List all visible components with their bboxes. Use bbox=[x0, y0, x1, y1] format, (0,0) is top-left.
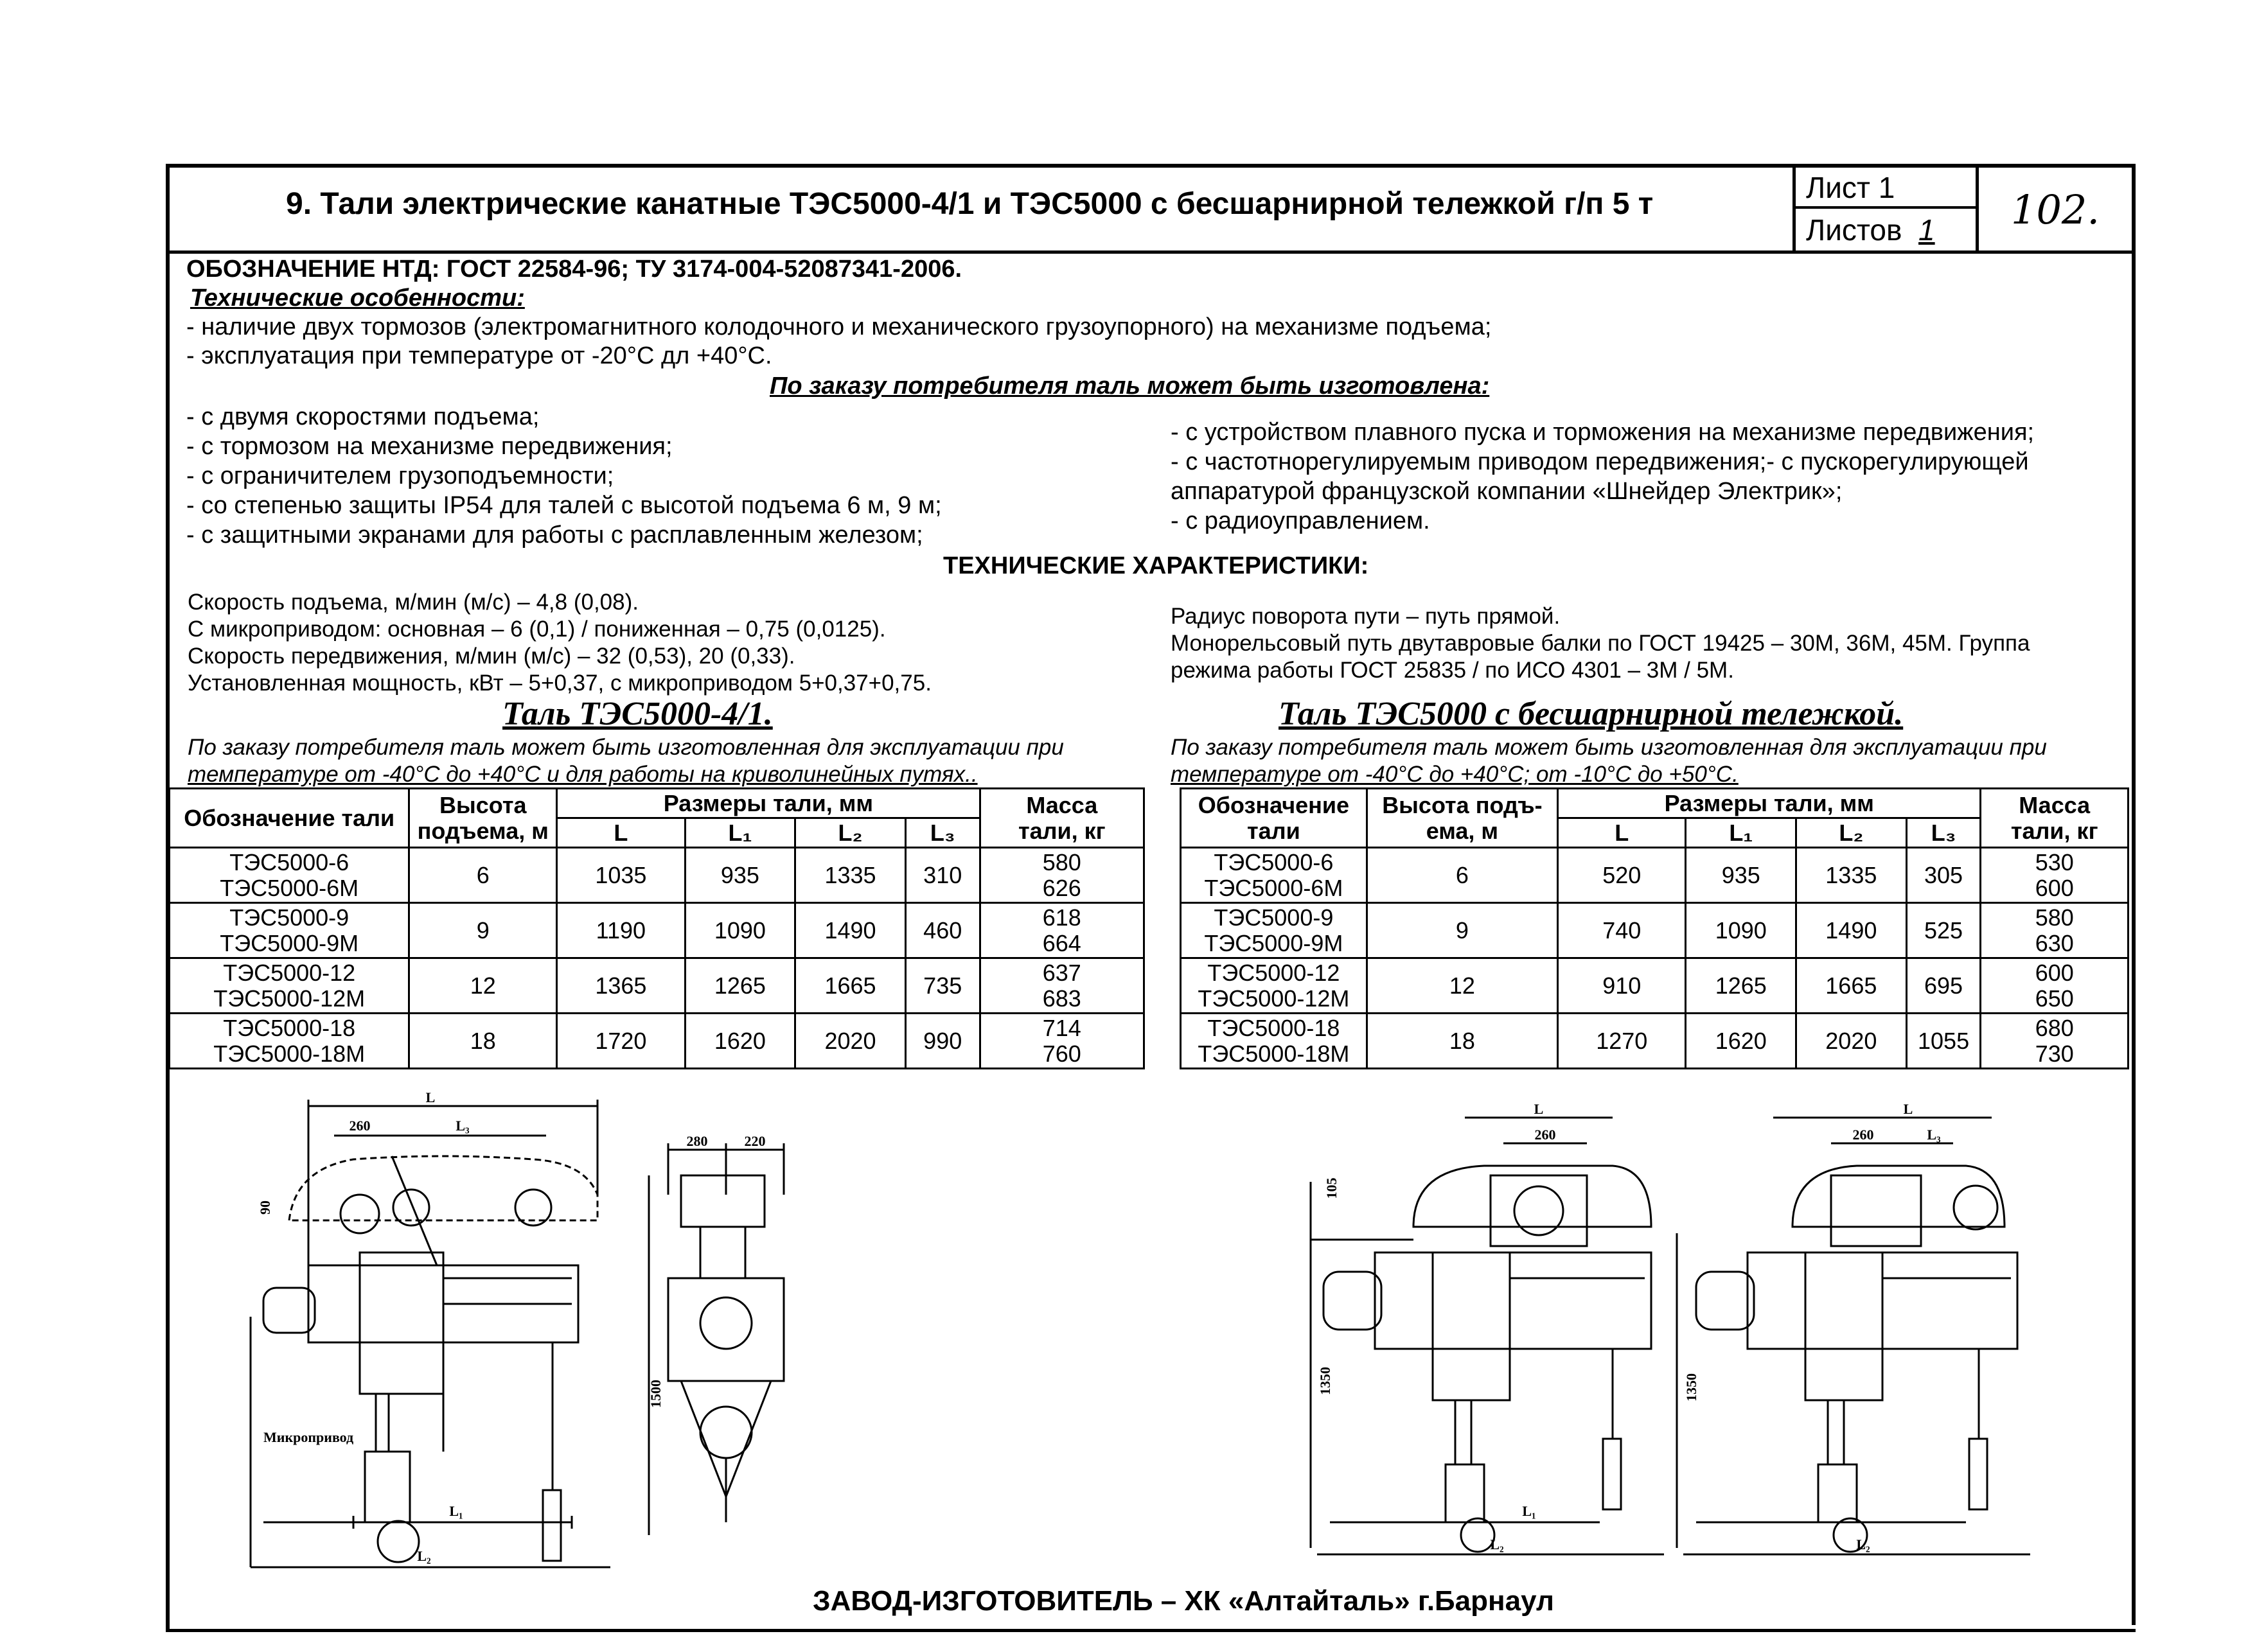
cell-L: 1270 bbox=[1558, 1014, 1686, 1069]
option-right-2: - с частотнорегулируемым приводом передвижения;- с пускорегулирующей bbox=[1171, 448, 2029, 475]
sheets-label: Листов bbox=[1806, 213, 1902, 247]
right-table-title: Таль ТЭС5000 с бесшарнирной тележкой. bbox=[1279, 696, 1904, 732]
th-L: L bbox=[1558, 818, 1686, 848]
th-height-line1: Высота подъ- bbox=[1382, 791, 1543, 818]
cell-mass: 637 683 bbox=[980, 958, 1144, 1014]
table-row bbox=[170, 848, 1144, 903]
dim-L2: L₂ bbox=[417, 1548, 431, 1564]
th-height-line2: ема, м bbox=[1426, 817, 1499, 844]
option-left-2: - с тормозом на механизме передвижения; bbox=[186, 433, 673, 460]
manufacturer-footer: ЗАВОД-ИЗГОТОВИТЕЛЬ – ХК «Алтайталь» г.Барнаул bbox=[813, 1585, 1554, 1617]
th-dims: Размеры тали, мм bbox=[557, 789, 980, 818]
th-L1: L₁ bbox=[1686, 818, 1796, 848]
table-row bbox=[170, 1014, 1144, 1069]
dim-L: L bbox=[425, 1089, 436, 1105]
left-note-1: По заказу потребителя таль может быть изготовленная для эксплуатации при bbox=[188, 735, 1064, 760]
cell-height: 6 bbox=[1367, 848, 1557, 903]
dim-L1: L₁ bbox=[1522, 1503, 1536, 1519]
cell-L1: 1620 bbox=[1686, 1014, 1796, 1069]
cell-L1: 1090 bbox=[685, 903, 795, 958]
cell-height: 6 bbox=[409, 848, 557, 903]
cell-height: 9 bbox=[1367, 903, 1557, 958]
title-separator bbox=[166, 250, 2136, 254]
cell-L2: 1665 bbox=[795, 958, 906, 1014]
cell-L: 1190 bbox=[557, 903, 685, 958]
left-table-title: Таль ТЭС5000-4/1. bbox=[502, 696, 773, 732]
th-mass-line2: тали, кг bbox=[2010, 817, 2098, 844]
cell-height: 12 bbox=[409, 958, 557, 1014]
cell-mass: 600 650 bbox=[1981, 958, 2129, 1014]
cell-mass: 580 626 bbox=[980, 848, 1144, 903]
cell-height: 12 bbox=[1367, 958, 1557, 1014]
hoist-front-drawing bbox=[251, 1089, 623, 1580]
dim-105: 105 bbox=[1323, 1177, 1340, 1199]
cell-L3: 305 bbox=[1906, 848, 1981, 903]
cell-L: 910 bbox=[1558, 958, 1686, 1014]
table-row bbox=[1181, 903, 2129, 958]
th-L3: L₃ bbox=[905, 818, 980, 848]
table-row bbox=[1181, 1014, 2129, 1069]
dim-L2: L₂ bbox=[1856, 1536, 1870, 1552]
tech-left-2: С микроприводом: основная – 6 (0,1) / пониженная – 0,75 (0,0125). bbox=[188, 617, 886, 642]
cell-L2: 1490 bbox=[1796, 903, 1907, 958]
cell-L1: 935 bbox=[685, 848, 795, 903]
dim-1350: 1350 bbox=[1683, 1373, 1699, 1402]
dim-L2: L₂ bbox=[1490, 1536, 1504, 1552]
page-frame-right bbox=[2132, 164, 2136, 1625]
order-title: По заказу потребителя таль может быть изготовлена: bbox=[770, 373, 1490, 400]
cell-L: 1365 bbox=[557, 958, 685, 1014]
cell-L3: 460 bbox=[905, 903, 980, 958]
dim-1500: 1500 bbox=[648, 1380, 664, 1408]
dim-90: 90 bbox=[257, 1200, 273, 1215]
tech-right-2: Монорельсовый путь двутавровые балки по ГОСТ 19425 – 30М, 36М, 45М. Группа bbox=[1171, 631, 2030, 656]
table-row bbox=[1181, 848, 2129, 903]
ntd-line: ОБОЗНАЧЕНИЕ НТД: ГОСТ 22584-96; ТУ 3174-004-52087341-2006. bbox=[186, 256, 962, 283]
tech-title: ТЕХНИЧЕСКИЕ ХАРАКТЕРИСТИКИ: bbox=[943, 552, 1369, 579]
th-mass-line1: Масса bbox=[1026, 791, 1098, 818]
cell-L1: 1265 bbox=[685, 958, 795, 1014]
dim-L1: L₁ bbox=[449, 1503, 463, 1519]
cell-designation: ТЭС5000-9 ТЭС5000-9М bbox=[1181, 903, 1367, 958]
features-title: Технические особенности: bbox=[190, 285, 525, 312]
left-spec-table bbox=[168, 787, 1145, 1069]
option-left-3: - с ограничителем грузоподъемности; bbox=[186, 462, 614, 489]
tech-left-4: Установленная мощность, кВт – 5+0,37, с микроприводом 5+0,37+0,75. bbox=[188, 671, 932, 696]
cell-L3: 310 bbox=[905, 848, 980, 903]
th-L: L bbox=[557, 818, 685, 848]
cell-mass: 618 664 bbox=[980, 903, 1144, 958]
cell-mass: 530 600 bbox=[1981, 848, 2129, 903]
th-mass bbox=[1981, 789, 2129, 848]
cell-L3: 990 bbox=[905, 1014, 980, 1069]
right-spec-table bbox=[1180, 787, 2129, 1069]
trolley-hoist-drawing-1 bbox=[1317, 1101, 1677, 1567]
th-L2: L₂ bbox=[795, 818, 906, 848]
th-designation-line2: тали bbox=[1247, 817, 1300, 844]
th-designation: Обозначение тали bbox=[170, 789, 409, 848]
cell-mass: 714 760 bbox=[980, 1014, 1144, 1069]
cell-L1: 1620 bbox=[685, 1014, 795, 1069]
th-mass-line1: Масса bbox=[2019, 791, 2091, 818]
cell-L1: 935 bbox=[1686, 848, 1796, 903]
cell-L3: 525 bbox=[1906, 903, 1981, 958]
tech-right-3: режима работы ГОСТ 25835 / по ИСО 4301 – 3М / 5М. bbox=[1171, 658, 1734, 683]
sheet-row bbox=[1806, 170, 1895, 205]
right-note-2: температуре от -40°С до +40°С; от -10°С до +50°С. bbox=[1171, 762, 1739, 787]
th-height bbox=[409, 789, 557, 848]
cell-L3: 735 bbox=[905, 958, 980, 1014]
sheet-value: 1 bbox=[1878, 171, 1895, 204]
cell-designation: ТЭС5000-12 ТЭС5000-12М bbox=[1181, 958, 1367, 1014]
cell-designation: ТЭС5000-18 ТЭС5000-18М bbox=[1181, 1014, 1367, 1069]
feature-1: - наличие двух тормозов (электромагнитного колодочного и механического грузоупорного) на механизме подъема; bbox=[186, 313, 1492, 340]
micro-label: Микропривод bbox=[263, 1429, 354, 1445]
cell-height: 18 bbox=[1367, 1014, 1557, 1069]
dim-260: 260 bbox=[349, 1118, 371, 1134]
cell-L2: 1665 bbox=[1796, 958, 1907, 1014]
th-mass-line2: тали, кг bbox=[1018, 817, 1106, 844]
table-row bbox=[170, 903, 1144, 958]
th-mass bbox=[980, 789, 1144, 848]
page-number: 102. bbox=[2011, 186, 2100, 233]
th-height bbox=[1367, 789, 1557, 848]
cell-L: 1035 bbox=[557, 848, 685, 903]
option-left-4: - со степенью защиты IP54 для талей с высотой подъема 6 м, 9 м; bbox=[186, 492, 942, 519]
dim-260: 260 bbox=[1852, 1127, 1874, 1143]
dim-L: L bbox=[1534, 1101, 1544, 1117]
dim-L3: L₃ bbox=[456, 1118, 470, 1134]
dim-1350: 1350 bbox=[1317, 1367, 1333, 1395]
option-right-3: аппаратурой французской компании «Шнейдер Электрик»; bbox=[1171, 478, 1843, 505]
tech-left-1: Скорость подъема, м/мин (м/с) – 4,8 (0,08). bbox=[188, 590, 639, 615]
cell-designation: ТЭС5000-6 ТЭС5000-6М bbox=[1181, 848, 1367, 903]
option-right-4: - с радиоуправлением. bbox=[1171, 507, 1430, 534]
cell-designation: ТЭС5000-12 ТЭС5000-12М bbox=[170, 958, 409, 1014]
option-left-5: - с защитными экранами для работы с расплавленным железом; bbox=[186, 522, 923, 549]
cell-L2: 1335 bbox=[1796, 848, 1907, 903]
cell-height: 18 bbox=[409, 1014, 557, 1069]
dim-260: 260 bbox=[1534, 1127, 1556, 1143]
tech-left-3: Скорость передвижения, м/мин (м/с) – 32 (0,53), 20 (0,33). bbox=[188, 644, 795, 669]
page-title: 9. Тали электрические канатные ТЭС5000-4/1 и ТЭС5000 с бесшарнирной тележкой г/п 5 т bbox=[286, 187, 1654, 221]
sheet-label: Лист bbox=[1806, 171, 1870, 204]
th-height-line1: Высота bbox=[439, 791, 527, 818]
th-dims: Размеры тали, мм bbox=[1558, 789, 1981, 818]
dim-L: L bbox=[1903, 1101, 1913, 1117]
feature-2: - эксплуатация при температуре от -20°С дл +40°С. bbox=[186, 342, 772, 369]
cell-L3: 695 bbox=[1906, 958, 1981, 1014]
cell-L: 740 bbox=[1558, 903, 1686, 958]
cell-height: 9 bbox=[409, 903, 557, 958]
table-row bbox=[1181, 958, 2129, 1014]
cell-mass: 580 630 bbox=[1981, 903, 2129, 958]
th-designation-line1: Обозначение bbox=[1198, 791, 1350, 818]
cell-L2: 2020 bbox=[795, 1014, 906, 1069]
cell-mass: 680 730 bbox=[1981, 1014, 2129, 1069]
dim-220: 220 bbox=[744, 1133, 766, 1149]
cell-L2: 1490 bbox=[795, 903, 906, 958]
option-left-1: - с двумя скоростями подъема; bbox=[186, 403, 540, 430]
th-height-line2: подъема, м bbox=[417, 817, 549, 844]
table-row bbox=[170, 958, 1144, 1014]
tech-right-1: Радиус поворота пути – путь прямой. bbox=[1171, 604, 1561, 629]
cell-L3: 1055 bbox=[1906, 1014, 1981, 1069]
hoist-side-drawing bbox=[648, 1133, 810, 1548]
th-L1: L₁ bbox=[685, 818, 795, 848]
th-designation bbox=[1181, 789, 1367, 848]
cell-designation: ТЭС5000-9 ТЭС5000-9М bbox=[170, 903, 409, 958]
left-note-2: температуре от -40°С до +40°С и для работы на криволинейных путях.. bbox=[188, 762, 978, 787]
sheet-box bbox=[1792, 164, 1979, 250]
cell-designation: ТЭС5000-18 ТЭС5000-18М bbox=[170, 1014, 409, 1069]
cell-designation: ТЭС5000-6 ТЭС5000-6М bbox=[170, 848, 409, 903]
cell-L1: 1090 bbox=[1686, 903, 1796, 958]
sheet-box-divider bbox=[1796, 206, 1976, 209]
th-L2: L₂ bbox=[1796, 818, 1907, 848]
th-L3: L₃ bbox=[1906, 818, 1981, 848]
cell-L: 520 bbox=[1558, 848, 1686, 903]
cell-L2: 2020 bbox=[1796, 1014, 1907, 1069]
sheets-row bbox=[1806, 213, 1935, 247]
cell-L1: 1265 bbox=[1686, 958, 1796, 1014]
cell-L: 1720 bbox=[557, 1014, 685, 1069]
right-note-1: По заказу потребителя таль может быть изготовленная для эксплуатации при bbox=[1171, 735, 2047, 760]
trolley-hoist-drawing-2 bbox=[1683, 1101, 2043, 1567]
sheets-value: 1 bbox=[1918, 213, 1935, 247]
option-right-1: - с устройством плавного пуска и торможения на механизме передвижения; bbox=[1171, 419, 2035, 446]
cell-L2: 1335 bbox=[795, 848, 906, 903]
dim-280: 280 bbox=[686, 1133, 708, 1149]
dim-L3: L₃ bbox=[1927, 1127, 1941, 1143]
